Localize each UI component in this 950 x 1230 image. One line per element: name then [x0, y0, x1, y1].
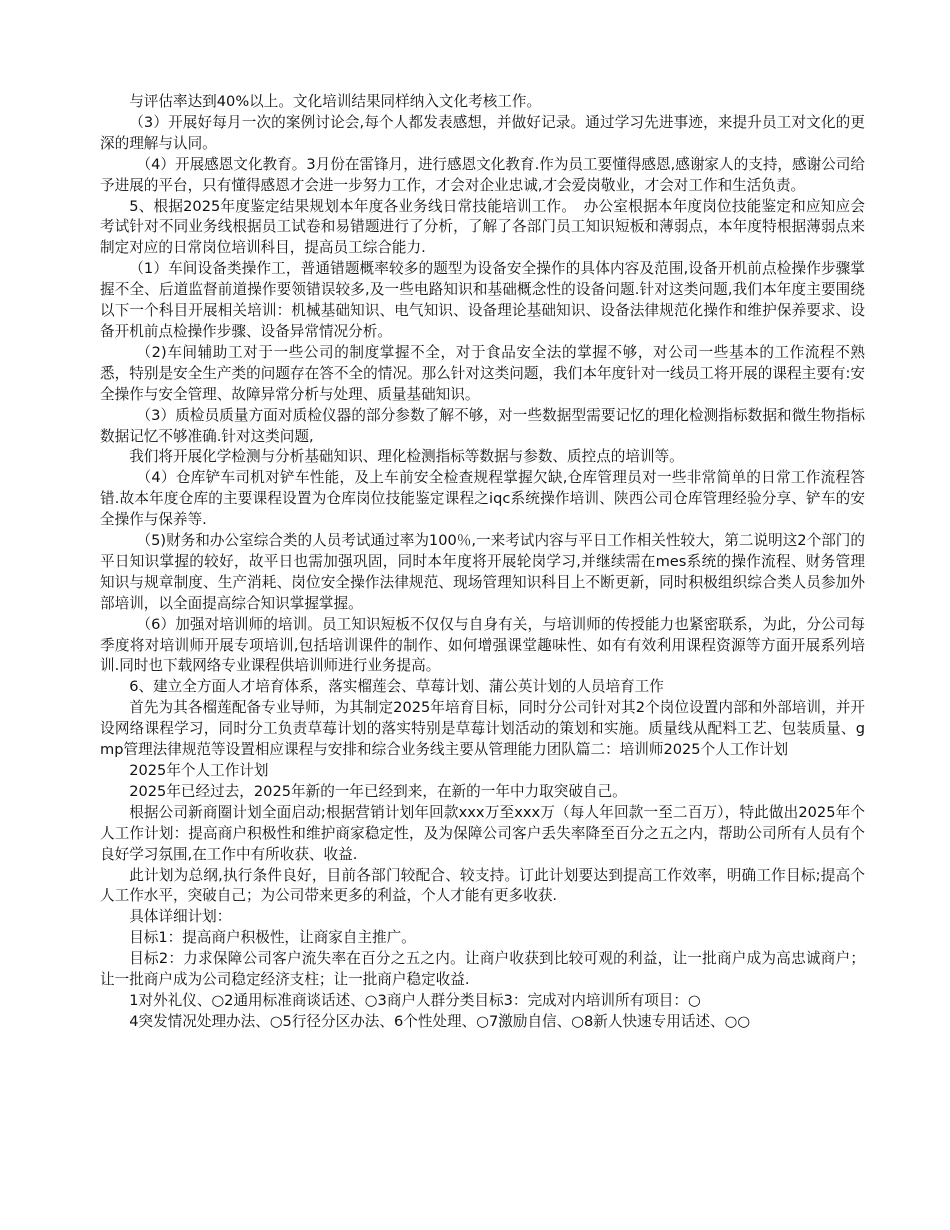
paragraph-trainer-training: （6）加强对培训师的培训。员工知识短板不仅仅与自身有关，与培训师的传授能力也紧密联系，为此，分公司每季度将对培训师开展专项培训,包括培训课件的制作、如何增强课堂趣味性、如有有效利用课程资源等方面开展系列培训.同时也下载网络专业课程供培训师进行业务提高。: [100, 615, 865, 675]
paragraph-goal-two: 目标2：力求保障公司客户流失率在百分之五之内。让商户收获到比较可观的利益，让一批商户成为高忠诚商户；让一批商户成为公司稳定经济支柱；让一批商户稳定收益.: [100, 950, 865, 989]
paragraph-training-items-one: 1对外礼仪、○2通用标准商谈话述、○3商户人群分类目标3：完成对内培训所有项目：○: [129, 991, 701, 1009]
paragraph-chemical-testing: 我们将开展化学检测与分析基础知识、理化检测指标等数据与参数、质控点的培训等。: [129, 448, 684, 466]
paragraph-gratitude-education: （4）开展感恩文化教育。3月份在雷锋月，进行感恩文化教育.作为员工要懂得感恩,感谢家人的支持，感谢公司给予进展的平台，只有懂得感恩才会进一步努力工作，才会对企业忠诚,才会爱岗敬业，才会对工作和生活负责。: [100, 155, 865, 194]
paragraph-new-year: 2025年已经过去，2025年新的一年已经到来，在新的一年中力取突破自己。: [129, 782, 627, 800]
paragraph-plan-outline: 此计划为总纲,执行条件良好，目前各部门较配合、较支持。订此计划要达到提高工作效率，明确工作目标;提高个人工作水平，突破自己；为公司带来更多的利益，个人才能有更多收获.: [100, 866, 865, 905]
paragraph-case-discussion: （3）开展好每月一次的案例讨论会,每个人都发表感想，并做好记录。通过学习先进事迹，来提升员工对文化的更深的理解与认同。: [100, 113, 865, 152]
paragraph-training-items-two: 4突发情况处理办法、○5行径分区办法、6个性处理、○7激励自信、○8新人快速专用话述、○○: [129, 1012, 751, 1030]
paragraph-evaluation-rate: 与评估率达到40%以上。文化培训结果同样纳入文化考核工作。: [129, 93, 542, 110]
paragraph-skill-training-plan: 5、根据2025年度鉴定结果规划本年度各业务线日常技能培训工作。 办公室根据本年度岗位技能鉴定和应知应会考试针对不同业务线根据员工试卷和易错题进行了分析，了解了各部门员工知识短板和薄弱点，本年度特根据薄弱点来制定对应的日常岗位培训科目，提高员工综合能力.: [100, 197, 865, 257]
heading-personal-plan: 2025年个人工作计划: [129, 762, 269, 779]
paragraph-quality-inspectors: （3）质检员质量方面对质检仪器的部分参数了解不够，对一些数据型需要记忆的理化检测指标数据和微生物指标数据记忆不够准确.针对这类问题,: [100, 406, 865, 445]
paragraph-equipment-operators: （1）车间设备类操作工，普通错题概率较多的题型为设备安全操作的具体内容及范围,设备开机前点检操作步骤掌握不全、后道监督前道操作要领错误较多,及一些电路知识和基础概念性的设备问题.针对这类问题,我们本年度主要围绕以下一个科目开展相关培训：机械基础知识、电气知识、设备理论基础知识、设备法律规范化操作和维护保养要求、设备开机前点检操作步骤、设备异常情况分析。: [100, 260, 865, 340]
paragraph-goal-one: 目标1：提高商户积极性，让商家自主推广。: [129, 929, 416, 947]
paragraph-finance-office: （5)财务和办公室综合类的人员考试通过率为100％,一来考试内容与平日工作相关性较大，第二说明这2个部门的平日知识掌握的较好，故平日也需加强巩固，同时本年度将开展轮岗学习,并继续需在mes系统的操作流程、财务管理知识与规章制度、生产消耗、岗位安全操作法律规范、现场管理知识科目上不断更新，同时积极组织综合类人员参加外部培训，以全面提高综合知识掌握掌握。: [100, 532, 865, 612]
paragraph-mentor-assignment: 首先为其各榴莲配备专业导师，为其制定2025年培育目标，同时分公司针对其2个岗位设置内部和外部培训，并开设网络课程学习，同时分工负责草莓计划的落实特别是草莓计划活动的策划和实施。质量线从配料工艺、包装质量、gmp管理法律规范等设置相应课程与安排和综合业务线主要从管理能力团队篇二：培训师2025个人工作计划: [100, 699, 865, 759]
paragraph-auxiliary-workers: （2)车间辅助工对于一些公司的制度掌握不全，对于食品安全法的掌握不够，对公司一些基本的工作流程不熟悉，特别是安全生产类的问题存在答不全的情况。那么针对这类问题，我们本年度针对一线员工将开展的课程主要有:安全操作与安全管理、故障异常分析与处理、质量基础知识。: [100, 343, 865, 403]
paragraph-warehouse-forklift: （4）仓库铲车司机对铲车性能，及上车前安全检查规程掌握欠缺,仓库管理员对一些非常简单的日常工作流程答错.故本年度仓库的主要课程设置为仓库岗位技能鉴定课程之iqc系统操作培训、陕西公司仓库管理经验分享、铲车的安全操作与保养等.: [100, 469, 865, 529]
paragraph-talent-system: 6、建立全方面人才培育体系，落实榴莲会、草莓计划、蒲公英计划的人员培育工作: [129, 678, 664, 696]
document-body: [100, 92, 865, 1033]
paragraph-detailed-plan: 具体详细计划：: [129, 908, 232, 926]
paragraph-business-plan: 根据公司新商圈计划全面启动;根据营销计划年回款xxx万至xxx万（每人年回款一至二百万），特此做出2025年个人工作计划：提高商户积极性和维护商家稳定性，及为保障公司客户丢失率降至百分之五之内，帮助公司所有人员有个良好学习氛围,在工作中有所收获、收益.: [100, 803, 865, 863]
